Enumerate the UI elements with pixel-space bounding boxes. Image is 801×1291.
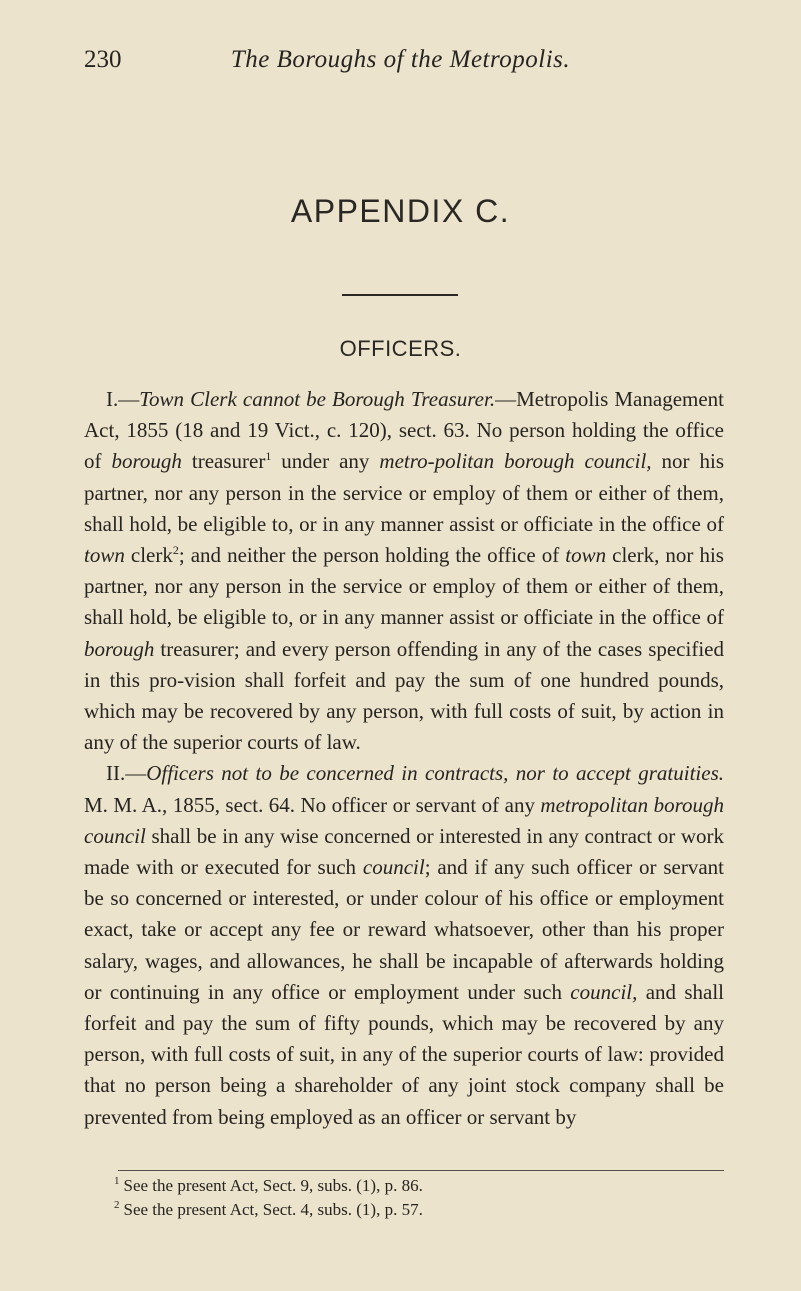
footnote-2 <box>114 1198 724 1222</box>
paragraph-2 <box>84 758 724 1132</box>
running-head <box>84 46 717 80</box>
paragraph-text: under any <box>271 449 380 474</box>
paragraph-text: shall be in any wise concerned or interested in any contract or work made with or executed for such <box>84 823 724 880</box>
italic-term: town <box>565 543 607 568</box>
footnote-mark: 1 <box>114 1175 120 1188</box>
italic-term: metro-politan borough council, <box>379 449 652 474</box>
footnote-text: See the present Act, Sect. 4, subs. (1), p. 57. <box>123 1200 423 1219</box>
paragraph-title: Officers not to be concerned in contracts, nor to accept gratuities. <box>146 761 724 786</box>
italic-term: borough <box>111 449 182 474</box>
italic-term: metropolitan borough council <box>84 792 724 848</box>
paragraph-text: ; and neither the person holding the office of <box>178 543 566 568</box>
paragraph-text: treasurer <box>181 449 266 474</box>
footnote-ref-2: 2 <box>172 543 179 558</box>
italic-term: council, <box>570 979 638 1004</box>
paragraph-text: clerk <box>124 543 173 568</box>
italic-term: council <box>362 855 425 880</box>
footnote-ref-1: 1 <box>265 449 272 464</box>
paragraph-number: II.— <box>106 761 147 786</box>
footnote-text: See the present Act, Sect. 9, subs. (1), p. 86. <box>123 1176 423 1195</box>
paragraph-text: M. M. A., 1855, sect. 64. No officer or servant of any <box>84 792 541 817</box>
italic-term: town <box>84 543 125 568</box>
paragraph-text: —Metropolis Management Act, 1855 (18 and 19 Vict., c. 120), sect. 63. No person holding the office of <box>84 387 725 474</box>
paragraph-text: treasurer; and every person offending in any of the cases specified in this pro-vision shall forfeit and pay the sum of one hundred pounds, which may be recovered by any person, with full costs of suit, by action in any of the superior courts of law. <box>84 636 724 755</box>
page-number: 230 <box>84 46 122 73</box>
paragraph-number: I.— <box>106 387 140 411</box>
paragraph-title: Town Clerk cannot be Borough Treasurer. <box>139 387 496 411</box>
footnote-mark: 2 <box>114 1199 120 1212</box>
heading-divider <box>342 294 458 296</box>
paragraph-text: clerk, nor his partner, nor any person in the service or employ of them or either of them, shall hold, be eligible to, or in any manner assist or officiate in the office of <box>84 543 724 630</box>
italic-term: borough <box>84 636 155 661</box>
body-text <box>84 384 724 1133</box>
paragraph-text: ; and if any such officer or servant be so concerned or interested, or under colour of his office or employment exact, take or accept any fee or reward whatsoever, other than his proper salary, wages, and allowances, he shall be incapable of afterwards holding or continuing in any office or employment under such <box>84 855 724 1004</box>
appendix-heading: APPENDIX C. <box>290 193 511 229</box>
footnotes <box>114 1174 724 1222</box>
running-title: The Boroughs of the Metropolis. <box>230 46 571 73</box>
footnote-divider <box>118 1170 724 1171</box>
paragraph-text: and shall forfeit and pay the sum of fifty pounds, which may be recovered by any person, with full costs of suit, in any of the superior courts of law: provided that no person being a shareholder of any joint stock company shall be prevented from being employed as an officer or servant by <box>84 979 724 1129</box>
paragraph-1 <box>84 384 724 758</box>
footnote-1 <box>114 1174 724 1198</box>
paragraph-text: nor his partner, nor any person in the service or employ of them or either of them, shall hold, be eligible to, or in any manner assist or officiate in the office of <box>84 449 725 536</box>
section-heading: OFFICERS. <box>339 336 462 361</box>
